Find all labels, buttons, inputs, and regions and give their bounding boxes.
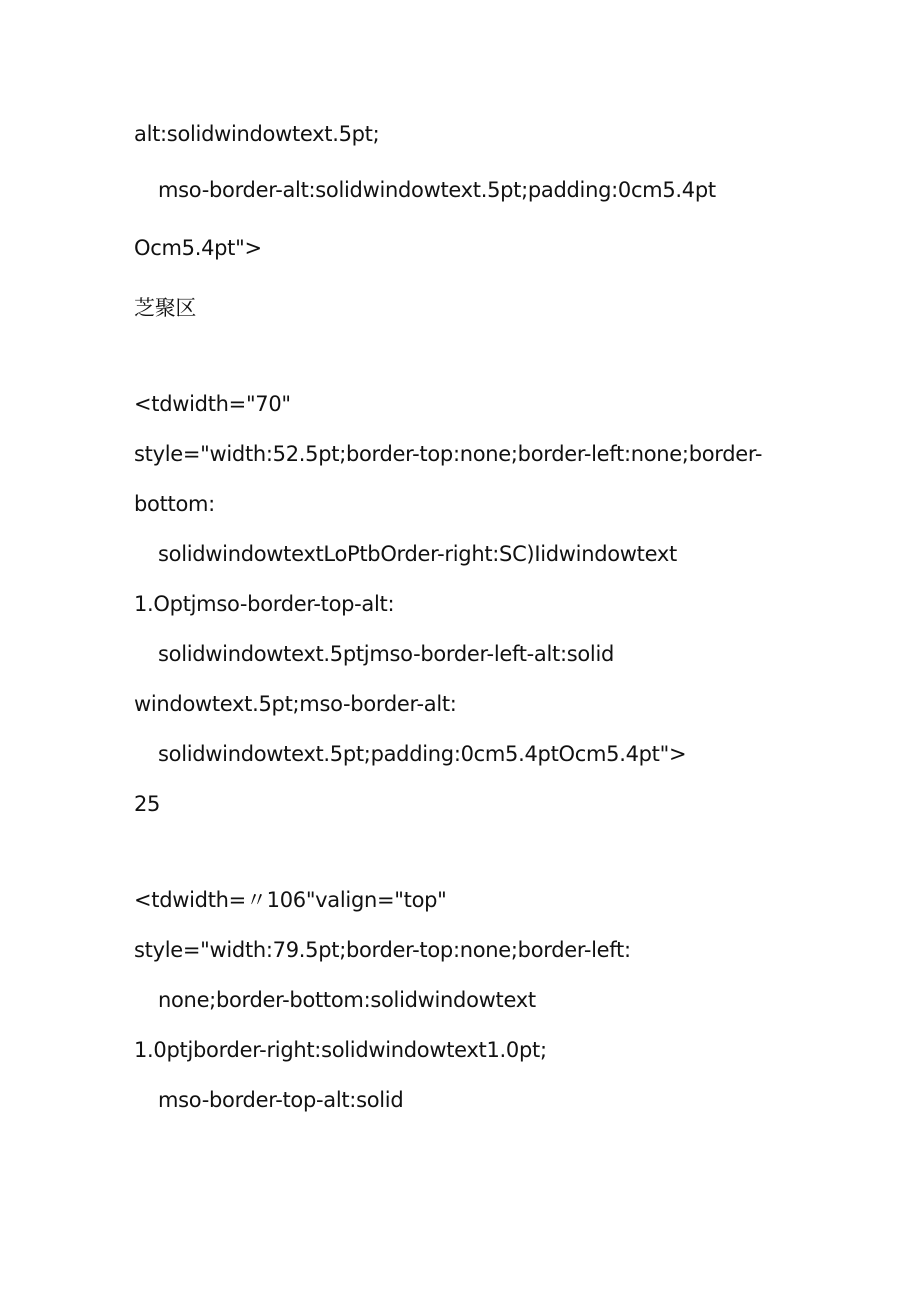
text-line: Ocm5.4pt"> — [134, 236, 262, 260]
text-line: 1.0ptjborder-right:solidwindowtext1.0pt; — [134, 1038, 547, 1062]
text-line: 25 — [134, 792, 161, 816]
text-line: mso-border-top-alt:solid — [158, 1088, 404, 1112]
text-line: mso-border-alt:solidwindowtext.5pt;padding:0cm5.4pt — [158, 178, 716, 202]
text-line: <tdwidth=〃106"valign="top" — [134, 888, 447, 912]
text-line: windowtext.5pt;mso-border-alt: — [134, 692, 457, 716]
text-line: alt:solidwindowtext.5pt; — [134, 122, 380, 146]
text-line: solidwindowtextLoPtbOrder-right:SC)Iidwindowtext — [158, 542, 677, 566]
text-line: bottom: — [134, 492, 215, 516]
text-line: style="width:79.5pt;border-top:none;border-left: — [134, 938, 631, 962]
text-line: none;border-bottom:solidwindowtext — [158, 988, 536, 1012]
text-line: 1.Optjmso-border-top-alt: — [134, 592, 395, 616]
text-line: <tdwidth="70" — [134, 392, 291, 416]
text-line: solidwindowtext.5pt;padding:0cm5.4ptOcm5.4pt"> — [158, 742, 687, 766]
text-line: style="width:52.5pt;border-top:none;border-left:none;border- — [134, 442, 763, 466]
text-line: 芝聚区 — [134, 296, 197, 320]
text-line: solidwindowtext.5ptjmso-border-left-alt:solid — [158, 642, 615, 666]
